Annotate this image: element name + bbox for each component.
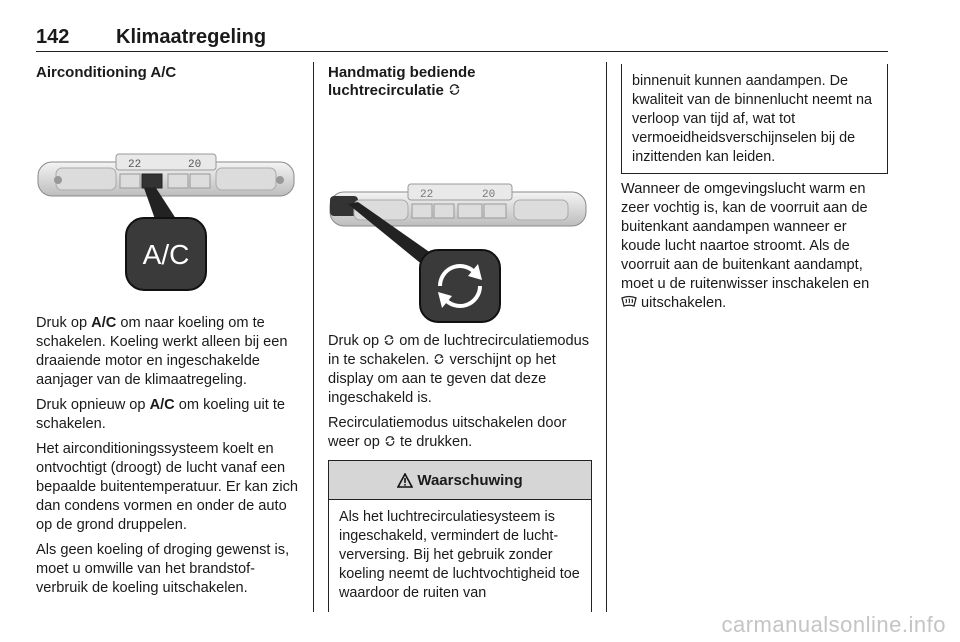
page-header: [36, 26, 888, 50]
ac-illustration: [36, 82, 300, 314]
ac-key: A/C: [91, 315, 117, 331]
recirculation-icon: [384, 435, 396, 447]
warning-continuation-box: [621, 64, 888, 174]
warning-box: [328, 460, 592, 612]
watermark: carmanualsonline.info: [721, 612, 946, 637]
warning-triangle-icon: [397, 473, 413, 488]
recirc-paragraph-2: Recirculatiemodus uitschakelen door weer op te drukken.: [328, 415, 567, 450]
recirculation-icon: [383, 334, 395, 346]
ac-paragraph-1: Druk op A/C om naar koeling om te schakelen. Koeling werkt alleen bij een draaiende motor en ingeschakelde aanjager van de klimaatregeling.: [36, 315, 288, 388]
page-number: 142: [36, 26, 70, 48]
ac-callout-label: A/C: [142, 239, 190, 270]
recirc-panel-drawing: [328, 100, 592, 332]
column-1: [36, 64, 300, 604]
section-heading-ac: Airconditioning A/C: [36, 64, 177, 81]
column-divider-1: [313, 62, 314, 612]
warning-title: Waarschuwing: [417, 471, 523, 489]
ac-paragraph-2: Druk opnieuw op A/C om koeling uit te schakelen.: [36, 397, 286, 432]
panel-readout-right: 20: [482, 189, 496, 201]
panel-readout-left: 22: [420, 189, 434, 201]
recirculation-icon: [433, 353, 445, 365]
warning-header: [329, 461, 591, 500]
warning-text: Als het luchtrecirculatiesysteem is ingeschakeld, vermindert de luchtverversing. Bij het gebruik zonder koeling neemt de luchtvochtigheid toe waardoor de ruiten van: [339, 509, 580, 601]
panel-readout-right: 20: [188, 159, 202, 171]
column-2: [328, 64, 592, 458]
warning-continuation-text: binnenuit kunnen aandampen. De kwaliteit van de binnenlucht neemt na verloop van tijd af, wat tot vermoeidheidsverschijnselen bij de inzittenden kan leiden.: [632, 73, 872, 165]
ac-paragraph-4: Als geen koeling of droging gewenst is, moet u omwille van het brandstofverbruik de koeling uitschakelen.: [36, 542, 290, 596]
panel-readout-left: 22: [128, 159, 142, 171]
header-rule: [36, 51, 888, 52]
recirc-illustration: [328, 100, 592, 332]
section-heading-recirc: Handmatig bediende luchtrecirculatie: [328, 64, 476, 99]
windshield-defrost-icon: [621, 295, 637, 308]
ac-key: A/C: [149, 397, 175, 413]
column-3: [621, 180, 889, 319]
ac-panel-drawing: [36, 82, 300, 314]
chapter-title: Klimaatregeling: [116, 26, 267, 48]
fog-paragraph: Wanneer de omgevingslucht warm en zeer vochtig is, kan de voorruit aan de buitenkant aandampen wanneer er koude lucht naartoe stroomt. Als de voorruit aan de buitenkant aandampt, moet u de ruitenwisser inschakelen en uitschakelen.: [621, 181, 870, 311]
column-divider-2: [606, 62, 607, 612]
recirculation-icon: [448, 83, 461, 96]
ac-paragraph-3: Het airconditioningssysteem koelt en ontvochtigt (droogt) de lucht vanaf een bepaalde buitentemperatuur. Er kan zich dan condens vormen en onder de auto op de grond druppelen.: [36, 441, 299, 533]
recirc-paragraph-1: Druk op om de luchtrecirculatiemodus in te schakelen. verschijnt op het display om aan te geven dat deze ingeschakeld is.: [328, 333, 590, 406]
warning-body: [329, 500, 591, 603]
